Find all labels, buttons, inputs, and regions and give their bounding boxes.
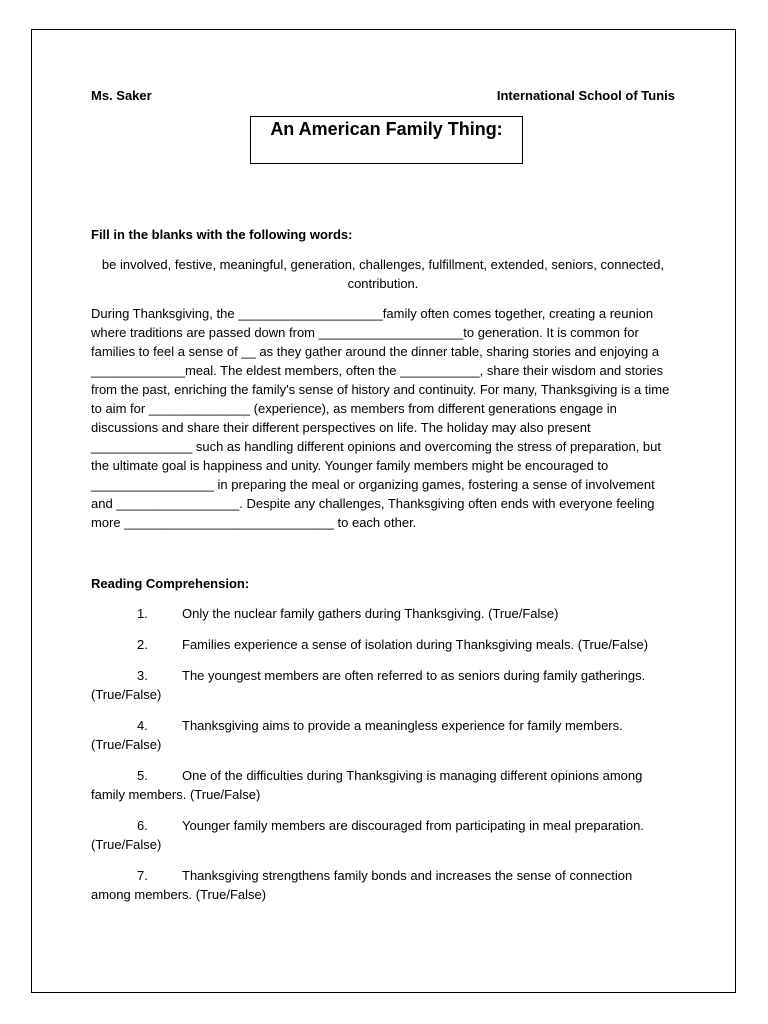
question-text: Thanksgiving aims to provide a meaningless experience for family members. (True/False) xyxy=(91,718,623,752)
question-item xyxy=(91,635,675,654)
worksheet-content xyxy=(91,86,675,916)
passage-text: as they gather around the dinner table, sharing stories and enjoying a xyxy=(255,344,660,359)
answer-blank[interactable]: ____________________ xyxy=(318,325,464,340)
passage-text: . Despite any challenges, Thanksgiving often ends with everyone feeling more xyxy=(91,496,655,530)
passage-text: to generation. It is common for families to feel a sense of xyxy=(91,325,639,359)
question-text: Only the nuclear family gathers during Thanksgiving. (True/False) xyxy=(182,606,559,621)
answer-blank[interactable]: _____________________________ xyxy=(124,515,334,530)
question-text: Younger family members are discouraged from participating in meal preparation. (True/False) xyxy=(91,818,644,852)
answer-blank[interactable]: ____________________ xyxy=(238,306,383,321)
question-item xyxy=(91,816,675,854)
question-item xyxy=(91,666,675,704)
question-item xyxy=(91,866,675,904)
question-text: The youngest members are often referred to as seniors during family gatherings. (True/False) xyxy=(91,668,646,702)
answer-blank[interactable]: _________________ xyxy=(116,496,240,511)
question-number: 2. xyxy=(137,637,148,652)
question-text: Thanksgiving strengthens family bonds and increases the sense of connection among members. (True/False) xyxy=(91,868,633,902)
answer-blank[interactable]: ______________ xyxy=(91,439,193,454)
passage-text: family often comes together, creating a reunion where traditions are passed down from xyxy=(91,306,654,340)
word-bank: be involved, festive, meaningful, generation, challenges, fulfillment, extended, seniors, connected, contribution. xyxy=(101,257,665,291)
question-number: 6. xyxy=(137,818,148,833)
question-number: 5. xyxy=(137,768,148,783)
passage-text: such as handling different opinions and overcoming the stress of preparation, but the ultimate goal is happiness and unity. Younger family members might be encouraged to xyxy=(91,439,662,473)
question-item xyxy=(91,766,675,804)
worksheet-title: An American Family Thing: xyxy=(270,119,503,139)
passage-text: During Thanksgiving, the xyxy=(91,306,239,321)
passage-text: meal. The eldest members, often the xyxy=(185,363,401,378)
teacher-name: Ms. Saker xyxy=(91,88,152,103)
answer-blank[interactable]: _____________ xyxy=(91,363,185,378)
title-box xyxy=(250,116,523,164)
answer-blank[interactable]: __ xyxy=(241,344,256,359)
question-list xyxy=(91,604,675,904)
question-number: 1. xyxy=(137,606,148,621)
answer-blank[interactable]: ___________ xyxy=(400,363,480,378)
question-item xyxy=(91,716,675,754)
reading-comprehension-heading: Reading Comprehension: xyxy=(91,576,250,591)
question-number: 3. xyxy=(137,668,148,683)
passage-text: in preparing the meal or organizing games, fostering a sense of involvement and xyxy=(91,477,655,511)
question-text: One of the difficulties during Thanksgiving is managing different opinions among family members. (True/False) xyxy=(91,768,643,802)
question-text: Families experience a sense of isolation during Thanksgiving meals. (True/False) xyxy=(182,637,649,652)
fill-blanks-heading: Fill in the blanks with the following words: xyxy=(91,227,353,242)
school-name: International School of Tunis xyxy=(496,88,675,103)
question-number: 7. xyxy=(137,868,148,883)
passage-text: (experience), as members from different generations engage in discussions and share their different perspectives on life. The holiday may also present xyxy=(91,401,617,435)
header xyxy=(91,86,675,105)
fill-blanks-passage xyxy=(91,304,675,532)
answer-blank[interactable]: _________________ xyxy=(91,477,214,492)
question-number: 4. xyxy=(137,718,148,733)
passage-text: , share their wisdom and stories from the past, enriching the family's sense of history and continuity. For many, Thanksgiving is a time to aim for xyxy=(91,363,670,416)
passage-text: to each other. xyxy=(333,515,417,530)
answer-blank[interactable]: ______________ xyxy=(148,401,251,416)
question-item xyxy=(91,604,675,623)
